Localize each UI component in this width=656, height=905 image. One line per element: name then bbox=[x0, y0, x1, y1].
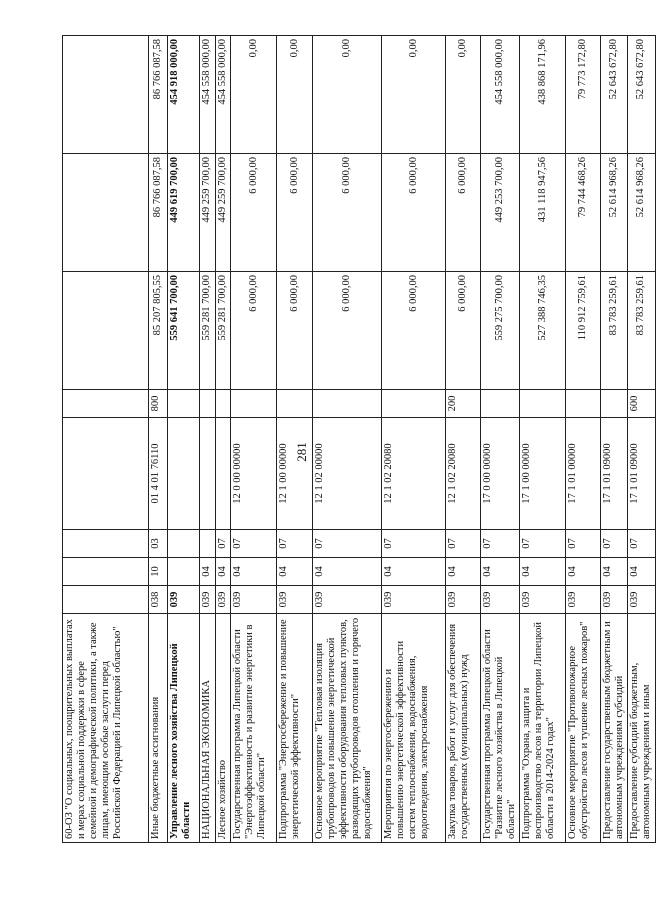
cell-amount-3: 454 558 000,00 bbox=[481, 36, 520, 154]
cell-amount-1: 559 281 700,00 bbox=[216, 272, 231, 390]
cell-pr: 07 bbox=[481, 530, 520, 558]
table-body bbox=[63, 36, 656, 843]
cell-vr bbox=[601, 390, 628, 418]
cell-name: 60-ОЗ "О социальных, поощрительных выплатах и мерах социальной поддержки в сфере семейной и демографической политики, а также лицам, имеющим особые заслуги перед Российской Федерацией и Липецкой областью" bbox=[63, 614, 149, 843]
cell-amount-1: 559 281 700,00 bbox=[200, 272, 216, 390]
cell-gr: 038 bbox=[149, 586, 168, 614]
cell-pr bbox=[200, 530, 216, 558]
cell-gr: 039 bbox=[168, 586, 200, 614]
cell-amount-2: 449 253 700,00 bbox=[481, 154, 520, 272]
cell-name: Иные бюджетные ассигнования bbox=[149, 614, 168, 843]
cell-name: Подпрограмма "Энергосбережение и повышение энергетической эффективности" bbox=[277, 614, 313, 843]
cell-amount-2: 6 000,00 bbox=[446, 154, 481, 272]
page-number: 281 bbox=[294, 442, 309, 462]
table-row bbox=[446, 36, 481, 843]
cell-amount-1: 83 783 259,61 bbox=[601, 272, 628, 390]
table-row bbox=[216, 36, 231, 843]
cell-rz: 04 bbox=[313, 558, 382, 586]
cell-amount-2: 86 766 087,58 bbox=[149, 154, 168, 272]
cell-amount-1: 110 912 759,61 bbox=[566, 272, 601, 390]
cell-amount-1: 85 207 805,55 bbox=[149, 272, 168, 390]
cell-amount-3 bbox=[63, 36, 149, 154]
table-row bbox=[200, 36, 216, 843]
cell-amount-2: 431 118 947,56 bbox=[520, 154, 566, 272]
cell-vr bbox=[566, 390, 601, 418]
cell-amount-2: 6 000,00 bbox=[277, 154, 313, 272]
cell-name: Подпрограмма "Охрана, защита и воспроизводство лесов на территории Липецкой области в 2014-2024 годах" bbox=[520, 614, 566, 843]
cell-amount-2: 52 614 968,26 bbox=[601, 154, 628, 272]
cell-rz: 04 bbox=[216, 558, 231, 586]
cell-csr bbox=[168, 418, 200, 530]
cell-csr: 12 1 02 20080 bbox=[382, 418, 446, 530]
cell-vr bbox=[481, 390, 520, 418]
cell-amount-2: 449 259 700,00 bbox=[216, 154, 231, 272]
cell-amount-3: 0,00 bbox=[277, 36, 313, 154]
cell-rz: 04 bbox=[481, 558, 520, 586]
cell-vr bbox=[382, 390, 446, 418]
cell-csr: 17 1 00 00000 bbox=[520, 418, 566, 530]
cell-vr bbox=[313, 390, 382, 418]
cell-name: НАЦИОНАЛЬНАЯ ЭКОНОМИКА bbox=[200, 614, 216, 843]
cell-name: Предоставление субсидий бюджетным, автономным учреждениям и иным bbox=[628, 614, 655, 843]
cell-rz: 04 bbox=[566, 558, 601, 586]
cell-amount-1 bbox=[63, 272, 149, 390]
cell-amount-1: 559 275 700,00 bbox=[481, 272, 520, 390]
cell-rz: 04 bbox=[382, 558, 446, 586]
cell-amount-1: 6 000,00 bbox=[446, 272, 481, 390]
cell-vr bbox=[277, 390, 313, 418]
table-row bbox=[520, 36, 566, 843]
cell-gr: 039 bbox=[200, 586, 216, 614]
cell-pr: 03 bbox=[149, 530, 168, 558]
cell-amount-2: 449 619 700,00 bbox=[168, 154, 200, 272]
cell-rz: 04 bbox=[520, 558, 566, 586]
cell-rz: 04 bbox=[277, 558, 313, 586]
cell-vr bbox=[231, 390, 277, 418]
cell-pr: 07 bbox=[446, 530, 481, 558]
cell-amount-2: 449 259 700,00 bbox=[200, 154, 216, 272]
cell-csr bbox=[216, 418, 231, 530]
cell-gr: 039 bbox=[520, 586, 566, 614]
table-row bbox=[382, 36, 446, 843]
cell-pr: 07 bbox=[520, 530, 566, 558]
cell-vr bbox=[168, 390, 200, 418]
cell-csr: 17 1 01 09000 bbox=[601, 418, 628, 530]
cell-gr: 039 bbox=[277, 586, 313, 614]
cell-gr: 039 bbox=[313, 586, 382, 614]
cell-rz: 04 bbox=[231, 558, 277, 586]
cell-amount-3: 52 643 672,80 bbox=[601, 36, 628, 154]
cell-amount-3: 454 558 000,00 bbox=[200, 36, 216, 154]
cell-csr bbox=[200, 418, 216, 530]
cell-gr bbox=[63, 586, 149, 614]
cell-amount-1: 6 000,00 bbox=[382, 272, 446, 390]
cell-name: Управление лесного хозяйства Липецкой области bbox=[168, 614, 200, 843]
cell-name: Государственная программа Липецкой области "Энергоэффективность и развитие энергетики в Липецкой области" bbox=[231, 614, 277, 843]
cell-amount-3: 52 643 672,80 bbox=[628, 36, 655, 154]
cell-pr bbox=[168, 530, 200, 558]
cell-amount-3: 438 868 171,96 bbox=[520, 36, 566, 154]
cell-csr: 12 1 00 00000 bbox=[277, 418, 313, 530]
cell-rz: 04 bbox=[601, 558, 628, 586]
cell-pr: 07 bbox=[216, 530, 231, 558]
cell-amount-3: 454 558 000,00 bbox=[216, 36, 231, 154]
table-row bbox=[231, 36, 277, 843]
cell-rz bbox=[63, 558, 149, 586]
cell-pr: 07 bbox=[601, 530, 628, 558]
cell-amount-2: 52 614 968,26 bbox=[628, 154, 655, 272]
cell-vr: 800 bbox=[149, 390, 168, 418]
cell-csr: 17 0 00 00000 bbox=[481, 418, 520, 530]
cell-name: Основное мероприятие "Противопожарное обустройство лесов и тушение лесных пожаров" bbox=[566, 614, 601, 843]
table-row bbox=[566, 36, 601, 843]
cell-amount-3: 86 766 087,58 bbox=[149, 36, 168, 154]
table-row bbox=[601, 36, 628, 843]
cell-pr bbox=[63, 530, 149, 558]
table-row bbox=[481, 36, 520, 843]
cell-gr: 039 bbox=[382, 586, 446, 614]
cell-amount-2: 6 000,00 bbox=[382, 154, 446, 272]
cell-csr: 17 1 01 00000 bbox=[566, 418, 601, 530]
cell-csr: 12 0 00 00000 bbox=[231, 418, 277, 530]
cell-pr: 07 bbox=[277, 530, 313, 558]
cell-gr: 039 bbox=[231, 586, 277, 614]
cell-rz bbox=[168, 558, 200, 586]
cell-gr: 039 bbox=[601, 586, 628, 614]
cell-amount-3: 0,00 bbox=[313, 36, 382, 154]
cell-amount-1: 83 783 259,61 bbox=[628, 272, 655, 390]
cell-gr: 039 bbox=[628, 586, 655, 614]
table-row bbox=[628, 36, 655, 843]
cell-csr: 17 1 01 09000 bbox=[628, 418, 655, 530]
cell-gr: 039 bbox=[566, 586, 601, 614]
cell-rz: 04 bbox=[200, 558, 216, 586]
cell-vr bbox=[200, 390, 216, 418]
cell-amount-3: 0,00 bbox=[446, 36, 481, 154]
cell-pr: 07 bbox=[566, 530, 601, 558]
cell-rz: 04 bbox=[628, 558, 655, 586]
cell-amount-3: 0,00 bbox=[231, 36, 277, 154]
cell-amount-1: 559 641 700,00 bbox=[168, 272, 200, 390]
cell-name: Лесное хозяйство bbox=[216, 614, 231, 843]
table-row bbox=[149, 36, 168, 843]
cell-vr bbox=[63, 390, 149, 418]
cell-name: Государственная программа Липецкой области "Развитие лесного хозяйства в Липецкой области" bbox=[481, 614, 520, 843]
cell-amount-2 bbox=[63, 154, 149, 272]
cell-name: Закупка товаров, работ и услуг для обеспечения государственных (муниципальных) нужд bbox=[446, 614, 481, 843]
cell-csr bbox=[63, 418, 149, 530]
cell-gr: 039 bbox=[216, 586, 231, 614]
cell-rz: 10 bbox=[149, 558, 168, 586]
table-row bbox=[277, 36, 313, 843]
cell-amount-1: 6 000,00 bbox=[231, 272, 277, 390]
cell-name: Предоставление государственным бюджетным и автономным учреждениям субсидий bbox=[601, 614, 628, 843]
budget-table-rotated bbox=[62, 36, 653, 843]
cell-amount-2: 79 744 468,26 bbox=[566, 154, 601, 272]
cell-vr: 200 bbox=[446, 390, 481, 418]
cell-vr: 600 bbox=[628, 390, 655, 418]
cell-amount-3: 454 918 000,00 bbox=[168, 36, 200, 154]
cell-vr bbox=[216, 390, 231, 418]
cell-csr: 01 4 01 76110 bbox=[149, 418, 168, 530]
cell-amount-1: 527 388 746,35 bbox=[520, 272, 566, 390]
table-row bbox=[63, 36, 149, 843]
cell-pr: 07 bbox=[382, 530, 446, 558]
table-row bbox=[168, 36, 200, 843]
table-row bbox=[313, 36, 382, 843]
cell-amount-2: 6 000,00 bbox=[313, 154, 382, 272]
cell-amount-2: 6 000,00 bbox=[231, 154, 277, 272]
cell-rz: 04 bbox=[446, 558, 481, 586]
cell-vr bbox=[520, 390, 566, 418]
cell-name: Основное мероприятие "Тепловая изоляция трубопроводов и повышение энергетической эффективности оборудования тепловых пунктов, разводящих трубопроводов отопления и горячего водоснабжения" bbox=[313, 614, 382, 843]
cell-amount-3: 0,00 bbox=[382, 36, 446, 154]
cell-name: Мероприятия по энергосбережению и повышению энергетической эффективности систем теплоснабжения, водоснабжения, водоотведения, электроснабжения bbox=[382, 614, 446, 843]
cell-amount-1: 6 000,00 bbox=[313, 272, 382, 390]
cell-csr: 12 1 02 00000 bbox=[313, 418, 382, 530]
cell-pr: 07 bbox=[628, 530, 655, 558]
cell-gr: 039 bbox=[481, 586, 520, 614]
cell-amount-1: 6 000,00 bbox=[277, 272, 313, 390]
budget-table bbox=[62, 35, 656, 843]
cell-csr: 12 1 02 20080 bbox=[446, 418, 481, 530]
cell-pr: 07 bbox=[231, 530, 277, 558]
cell-amount-3: 79 773 172,80 bbox=[566, 36, 601, 154]
cell-gr: 039 bbox=[446, 586, 481, 614]
cell-pr: 07 bbox=[313, 530, 382, 558]
